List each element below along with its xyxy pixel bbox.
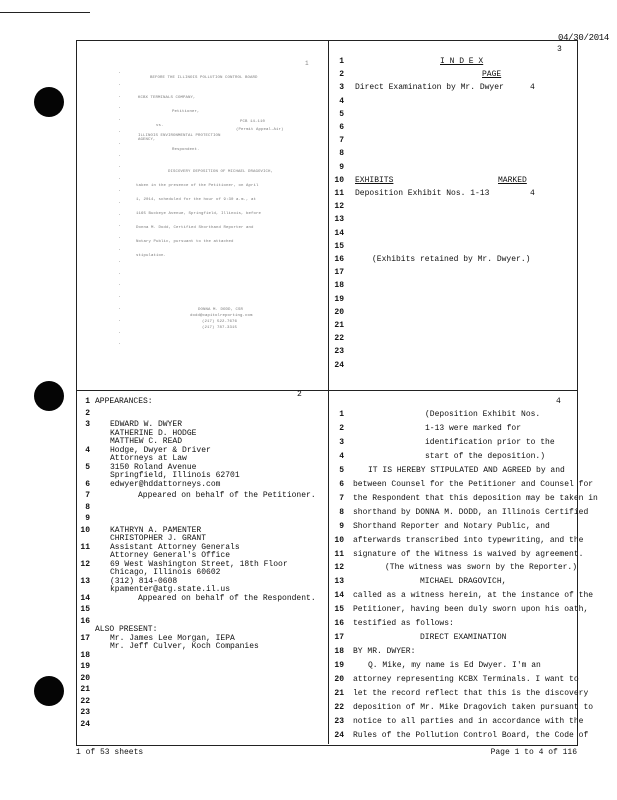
page-1-line-number: ·	[118, 188, 122, 194]
page-1-line-number: ·	[118, 341, 122, 348]
page-1-line-number: ·	[118, 306, 122, 312]
page-2-line-text: (312) 814-0608	[110, 576, 178, 586]
page-3-line-number: 17	[334, 268, 344, 278]
page-2-line-text: Assistant Attorney Generals	[110, 542, 240, 552]
page-4-line-text: testified as follows:	[353, 619, 454, 629]
page-4-line-number: 16	[334, 619, 344, 629]
page-2-line-number: 12	[80, 559, 90, 569]
page-2-line-text: Hodge, Dwyer & Driver	[110, 445, 211, 455]
page-4-line-text: IT IS HEREBY STIPULATED AND AGREED by and	[368, 465, 565, 475]
page-1-line-number: ·	[118, 81, 122, 88]
page-2-line-text: KATHERINE D. HODGE	[110, 428, 197, 438]
page-2-line-number: 13	[80, 576, 90, 586]
page-3-line-text: PAGE	[482, 70, 502, 80]
page-4-line-text: MICHAEL DRAGOVICH,	[420, 577, 507, 587]
page-2-line-number: 20	[80, 673, 90, 683]
page-4-line-text: DIRECT EXAMINATION	[420, 633, 507, 643]
page-2-line-number: 2	[85, 408, 90, 418]
page-1-line-number: ·	[118, 223, 122, 230]
caption-line: Petitioner,	[172, 110, 200, 114]
page-4-line-number: 23	[334, 716, 344, 726]
page-4-line-text: between Counsel for the Petitioner and Counsel for	[353, 479, 594, 489]
page-2-line-text: Attorney General's Office	[110, 551, 231, 560]
page-2-line-text: EDWARD W. DWYER	[110, 420, 183, 429]
page-4-line-number: 13	[334, 577, 344, 587]
page-4-line-text: (Deposition Exhibit Nos.	[425, 410, 541, 419]
cover-body-line: taken in the presence of the Petitioner, on April	[136, 184, 259, 188]
page-2-line-text: Springfield, Illinois 62701	[110, 471, 240, 480]
horizontal-divider	[76, 390, 578, 391]
page-2-line-text: Mr. James Lee Morgan, IEPA	[110, 633, 235, 643]
page-2-line-number: 18	[80, 650, 90, 660]
page-2-line-text: Attorneys at Law	[110, 454, 187, 463]
page-4-line-number: 10	[334, 535, 344, 545]
page-4-line-text: BY MR. DWYER:	[353, 647, 416, 657]
page-3-line-number: 21	[334, 321, 344, 330]
page-3-line-text: I N D E X	[440, 57, 484, 66]
caption-line: Respondent.	[172, 148, 200, 152]
page-2-line-text: 3150 Roland Avenue	[110, 462, 197, 472]
page-4-line-number: 12	[334, 563, 344, 573]
page-3-line-number: 9	[339, 162, 344, 172]
page-4-line-number: 15	[334, 605, 344, 615]
cover-body-line: 1165 Buckeye Avenue, Springfield, Illinois, before	[136, 212, 262, 216]
page-4-line-text: Rules of the Pollution Control Board, the Code of	[353, 730, 589, 740]
page-4-line-number: 20	[334, 675, 344, 685]
page-4-line-number: 17	[334, 633, 344, 643]
page-2-line-number: 4	[85, 445, 90, 455]
page-2-line-text: kpamenter@atg.state.il.us	[110, 585, 231, 594]
page-4-line-number: 1	[339, 410, 344, 419]
page-3-line-number: 15	[334, 241, 344, 251]
page-3-line-ref: MARKED	[498, 175, 527, 185]
page-3-line-number: 5	[339, 109, 344, 119]
page-2-line-number: 10	[80, 525, 90, 535]
page-1-line-number: ·	[118, 176, 122, 183]
page-3-line-number: 13	[334, 215, 344, 225]
page-3-line-number: 18	[334, 281, 344, 291]
page-4-line-text: Q. Mike, my name is Ed Dwyer. I'm an	[368, 661, 541, 671]
page-2-line-number: 7	[85, 491, 90, 500]
page-1-line-number: ·	[118, 329, 122, 336]
page-4-line-number: 4	[339, 451, 344, 461]
page-2-line-text: APPEARANCES:	[95, 397, 153, 406]
top-rule	[0, 12, 90, 13]
page-2-line-text: 69 West Washington Street, 18th Floor	[110, 559, 288, 569]
page-3-line-number: 14	[334, 228, 344, 238]
page-4-line-text: notice to all parties and in accordance with the	[353, 716, 584, 726]
page-3-line-text: Deposition Exhibit Nos. 1-13	[355, 189, 490, 198]
page-3-line-ref: 4	[530, 189, 535, 198]
page-2-line-text: Appeared on behalf of the Respondent.	[138, 593, 316, 603]
page-1-line-number: ·	[118, 129, 122, 135]
page-3-line-number: 1	[339, 57, 344, 66]
page-3-line-number: 4	[339, 96, 344, 106]
page-2-line-text: CHRISTOPHER J. GRANT	[110, 534, 207, 543]
page-4-line-number: 24	[334, 730, 344, 740]
page-3-line-number: 23	[334, 347, 344, 357]
page-3-number: 3	[557, 45, 562, 54]
page-3-line-number: 2	[339, 70, 344, 80]
page-2-line-number: 5	[85, 462, 90, 472]
page-4-line-text: shorthand by DONNA M. DODD, an Illinois Certified	[353, 507, 589, 517]
page-2-line-number: 9	[85, 514, 90, 523]
page-1-line-number: ·	[118, 317, 122, 324]
cover-body-line: Notary Public, pursuant to the attached	[136, 240, 234, 244]
page-4-line-number: 18	[334, 647, 344, 657]
page-4-line-number: 3	[339, 437, 344, 447]
page-4-line-text: called as a witness herein, at the instance of the	[353, 591, 594, 601]
page-4-line-number: 5	[339, 465, 344, 475]
page-1-line-number: ·	[118, 105, 122, 112]
page-4-line-number: 6	[339, 479, 344, 489]
page-3-line-text: (Exhibits retained by Mr. Dwyer.)	[372, 255, 531, 264]
page-2-line-number: 17	[80, 633, 90, 643]
reporter-line: DONNA M. DODD, CSR	[198, 308, 244, 312]
cover-body-line: Donna M. Dodd, Certified Shorthand Reporter and	[136, 226, 254, 230]
page-4-line-number: 14	[334, 591, 344, 601]
page-4-line-text: signature of the Witness is waived by agreement.	[353, 549, 584, 559]
case-type: (Permit Appeal-Air)	[236, 128, 284, 132]
page-3-line-number: 3	[339, 83, 344, 93]
page-2-line-number: 14	[80, 593, 90, 603]
page-4-line-text: the Respondent that this deposition may be taken in	[353, 493, 598, 503]
page-1-line-number: ·	[118, 282, 122, 289]
page-4-line-number: 22	[334, 702, 344, 712]
page-1-line-number: ·	[118, 140, 122, 147]
page-3-line-number: 16	[334, 255, 344, 264]
page-1-line-number: ·	[118, 294, 122, 301]
page-4-line-number: 9	[339, 521, 344, 531]
page-1-line-number: ·	[118, 258, 122, 265]
page-4-line-text: start of the deposition.)	[425, 451, 546, 461]
page-3-line-number: 10	[334, 175, 344, 185]
page-4-line-number: 8	[339, 507, 344, 517]
page-3-line-number: 12	[334, 202, 344, 212]
transcript-date: 04/30/2014	[557, 33, 609, 43]
page-4-line-text: afterwards transcribed into typewriting, and the	[353, 535, 584, 545]
page-4-line-text: let the record reflect that this is the discovery	[353, 689, 589, 698]
reporter-line: (217) 522-7676	[202, 320, 238, 324]
court-name: BEFORE THE ILLINOIS POLLUTION CONTROL BOARD	[150, 76, 258, 80]
page-1-line-number: ·	[118, 93, 122, 100]
page-1-line-number: ·	[118, 235, 122, 242]
page-2-line-text: edwyer@hddattorneys.com	[110, 479, 221, 489]
page-3-line-text: EXHIBITS	[355, 175, 394, 185]
sheet-count: 1 of 53 sheets	[76, 748, 144, 757]
page-2-line-number: 16	[80, 616, 90, 626]
page-4-line-text: (The witness was sworn by the Reporter.)	[385, 563, 578, 573]
caption-line: KCBX TERMINALS COMPANY,	[138, 96, 196, 100]
page-2-line-text: Appeared on behalf of the Petitioner.	[138, 491, 316, 500]
page-4-number: 4	[556, 397, 561, 406]
page-2-line-number: 1	[85, 397, 90, 406]
page-2-line-number: 11	[80, 542, 90, 552]
case-number: PCB 14-110	[240, 120, 266, 124]
page-2-line-text: MATTHEW C. READ	[110, 437, 183, 446]
page-3-line-number: 22	[334, 334, 344, 344]
page-3-line-number: 7	[339, 136, 344, 146]
page-range: Page 1 to 4 of 116	[490, 748, 577, 757]
cover-body-line: 1, 2014, scheduled for the hour of 9:30 a.m., at	[136, 198, 257, 202]
page-2-line-text: KATHRYN A. PAMENTER	[110, 525, 202, 535]
page-3-line-number: 24	[334, 360, 344, 370]
binder-hole-middle	[34, 381, 64, 411]
page-3-line-number: 20	[334, 307, 344, 317]
vertical-divider	[328, 40, 329, 744]
page-2-line-number: 21	[80, 685, 90, 694]
reporter-line: (217) 787-3315	[202, 326, 238, 330]
page-2-line-number: 22	[80, 696, 90, 706]
page-4-line-number: 11	[334, 549, 344, 559]
page-4-line-text: attorney representing KCBX Terminals. I want to	[353, 675, 579, 685]
page-2-line-number: 3	[85, 420, 90, 429]
page-1-line-number: ·	[118, 117, 122, 124]
page-4-line-number: 19	[334, 661, 344, 671]
page-1-number: 1	[305, 60, 309, 67]
page-4-line-number: 21	[334, 689, 344, 698]
binder-hole-bottom	[34, 676, 64, 706]
page-3-line-text: Direct Examination by Mr. Dwyer	[355, 83, 504, 93]
page-2-line-number: 23	[80, 708, 90, 717]
page-2-number: 2	[297, 390, 302, 399]
page-2-line-number: 19	[80, 662, 90, 671]
page-1-line-number: ·	[118, 70, 122, 76]
page-2-line-number: 6	[85, 479, 90, 489]
page-4-line-text: 1-13 were marked for	[425, 423, 522, 433]
cover-body-line: stipulation.	[136, 254, 167, 258]
page-2-line-number: 8	[85, 502, 90, 512]
page-1-line-number: ·	[118, 152, 122, 159]
page-4-line-number: 2	[339, 423, 344, 433]
page-3-line-ref: 4	[530, 83, 535, 93]
page-2-line-text: ALSO PRESENT:	[95, 625, 158, 634]
page-3-line-number: 19	[334, 294, 344, 304]
caption-line: ILLINOIS ENVIRONMENTAL PROTECTION AGENCY,	[138, 134, 221, 142]
page-4-line-text: Petitioner, having been duly sworn upon his oath,	[353, 605, 589, 615]
page-3-line-number: 6	[339, 123, 344, 132]
page-4-line-text: Shorthand Reporter and Notary Public, and	[353, 521, 550, 531]
page-1-line-number: ·	[118, 199, 122, 206]
page-1-line-number: ·	[118, 270, 122, 277]
page-4-line-text: identification prior to the	[425, 437, 555, 447]
page-1-line-number: ·	[118, 247, 122, 253]
cover-body-line: DISCOVERY DEPOSITION OF MICHAEL DRAGOVICH,	[168, 170, 274, 174]
binder-hole-top	[34, 87, 64, 117]
page-3-line-number: 8	[339, 149, 344, 159]
reporter-line: dodd@capitolreporting.com	[190, 314, 253, 318]
page-2-line-text: Chicago, Illinois 60602	[110, 568, 221, 577]
page-1-line-number: ·	[118, 211, 122, 218]
page-1-line-number: ·	[118, 164, 122, 171]
page-2-line-text: Mr. Jeff Culver, Koch Companies	[110, 642, 259, 651]
page-2-line-number: 24	[80, 719, 90, 729]
page-3-line-number: 11	[334, 189, 344, 198]
page-4-line-number: 7	[339, 493, 344, 503]
page-2-line-number: 15	[80, 605, 90, 614]
page-4-line-text: deposition of Mr. Mike Dragovich taken pursuant to	[353, 702, 594, 712]
caption-line: vs.	[156, 124, 164, 128]
